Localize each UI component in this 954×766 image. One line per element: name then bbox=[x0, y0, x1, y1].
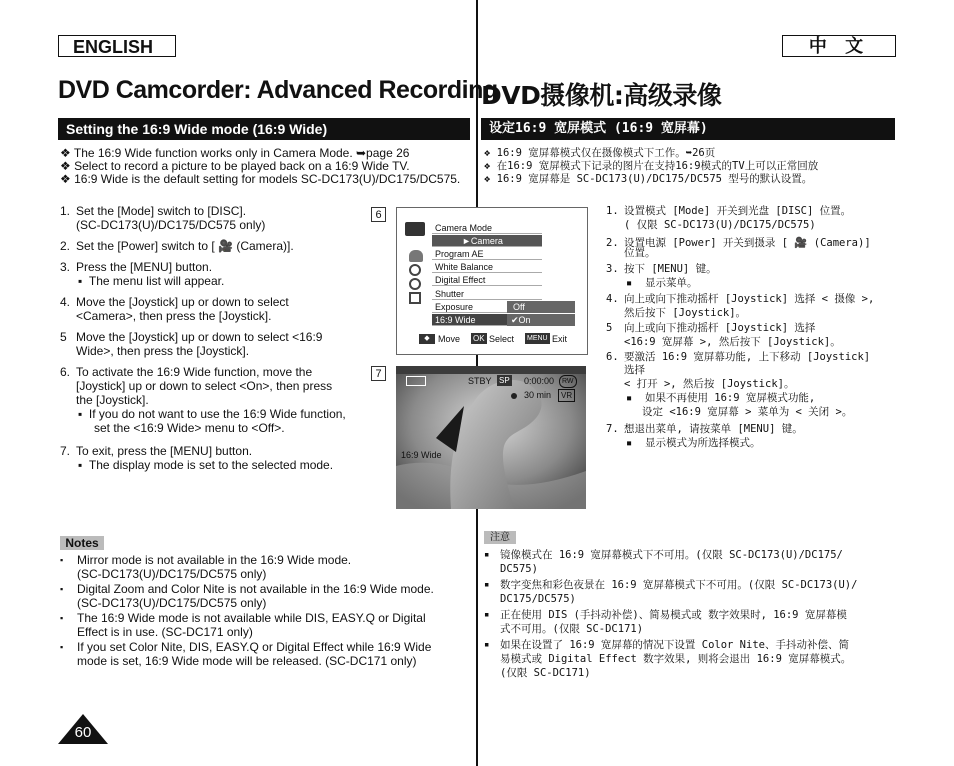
bullet-mark: ❖ bbox=[484, 160, 497, 172]
option-on[interactable]: ✔On bbox=[507, 314, 575, 326]
viewfinder-screen bbox=[396, 366, 586, 509]
intro-bullet: Select to record a picture to be played back on a 16:9 Wide TV. bbox=[74, 159, 410, 173]
intro-bullet: The 16:9 Wide function works only in Camera Mode. ➥page 26 bbox=[73, 146, 410, 160]
step-line: To exit, press the [MENU] button. bbox=[76, 444, 253, 458]
white-balance-icon bbox=[409, 264, 421, 276]
notes-label-en: Notes bbox=[60, 536, 104, 550]
sub-bullet: ▪ The display mode is set to the selected mode. bbox=[78, 458, 334, 472]
intro-bullet: 16:9 Wide is the default setting for models SC-DC173(U)/DC175/DC575. bbox=[74, 172, 461, 186]
figure-badge-6: 6 bbox=[371, 207, 386, 222]
sub-bullet: ▪ 显示模式为所选择模式。 bbox=[626, 437, 761, 449]
step-number: 5 bbox=[60, 330, 67, 344]
step-line: Move the [Joystick] up or down to select bbox=[76, 295, 289, 309]
step-line: Set the [Mode] switch to [DISC]. bbox=[76, 204, 247, 218]
step-line: 要激活 16:9 宽屏幕功能, 上下移动 [Joystick] bbox=[624, 351, 871, 363]
sub-bullet: ▪ The menu list will appear. bbox=[78, 274, 225, 288]
menu-item-program-ae[interactable]: Program AE bbox=[432, 248, 542, 260]
footer-move: Move bbox=[438, 334, 461, 344]
step-line: <Camera>, then press the [Joystick]. bbox=[76, 309, 272, 323]
effect-icon bbox=[409, 278, 421, 290]
option-off[interactable]: Off bbox=[507, 301, 575, 313]
stby-status: STBY bbox=[468, 376, 492, 386]
page-title-cn: DVD摄像机:高级录像 bbox=[481, 81, 722, 110]
section-heading-cn: 设定16:9 宽屏模式 (16:9 宽屏幕) bbox=[481, 118, 895, 140]
vr-format-badge: VR bbox=[558, 389, 575, 402]
step-number: 1. bbox=[60, 204, 71, 218]
footer-select: Select bbox=[489, 334, 515, 344]
step-line: ( 仅限 SC-DC173(U)/DC175/DC575) bbox=[624, 219, 816, 231]
menu-item-16-9-wide[interactable]: 16:9 Wide bbox=[432, 314, 507, 326]
step-number: 6. bbox=[606, 351, 619, 363]
camera-menu-screen bbox=[396, 207, 588, 355]
bullet-mark: ❖ bbox=[484, 173, 497, 185]
step-line: 位置。 bbox=[624, 247, 656, 259]
menu-title: Camera Mode bbox=[432, 222, 542, 234]
step-number: 7. bbox=[606, 423, 619, 435]
chinese-label: 中 文 bbox=[782, 35, 896, 57]
camera-mode-icon bbox=[405, 222, 425, 236]
intro-bullet: 16:9 宽屏幕是 SC-DC173(U)/DC175/DC575 型号的默认设置。 bbox=[496, 173, 813, 185]
steps-en bbox=[60, 204, 380, 474]
step-number: 4. bbox=[606, 293, 619, 305]
menu-item-digital-effect[interactable]: Digital Effect bbox=[432, 274, 542, 286]
step-line: Set the [Power] switch to [ 🎥 (Camera)]. bbox=[76, 239, 294, 253]
step-line: Move the [Joystick] up or down to select <16:9 bbox=[76, 330, 323, 344]
sub-bullet: ▪ 如果不再使用 16:9 宽屏模式功能, bbox=[626, 392, 816, 404]
footer-exit: Exit bbox=[552, 334, 568, 344]
intro-bullets-cn bbox=[484, 146, 896, 192]
steps-cn bbox=[606, 204, 896, 454]
tv-icon bbox=[409, 292, 421, 304]
sub-bullet-cont: set the <16:9 Wide> menu to <Off>. bbox=[94, 421, 285, 435]
step-line: 设置电源 [Power] 开关到摄录 [ 🎥 (Camera)] bbox=[624, 237, 871, 249]
menu-item-white-balance[interactable]: White Balance bbox=[432, 261, 542, 273]
step-line: (SC-DC173(U)/DC175/DC575 only) bbox=[76, 218, 266, 232]
dolphin-photo bbox=[396, 366, 586, 509]
step-line: 想退出菜单, 请按菜单 [MENU] 键。 bbox=[624, 423, 803, 435]
bullet-mark: ❖ bbox=[60, 159, 75, 173]
intro-bullet: 16:9 宽屏幕模式仅在摄像模式下工作。➥26页 bbox=[496, 147, 716, 159]
notes-cn: ▪ 镜像模式在 16:9 宽屏幕模式下不可用。(仅限 SC-DC173(U)/DC175/ DC575) ▪ 数字变焦和彩色夜景在 16:9 宽屏幕模式下不可用。(仅限 SC-DC173(U)/ DC175/DC575) ▪ 正在使用 DIS (手抖动补偿)、简易模式或 数字效果时, 16:9 宽屏幕模 式不可用。(仅限 SC-DC171) ▪ 如果在设置了 16:9 宽屏幕的情况下设置 Color Nite、手抖动补偿、简 易模式或 Digital Effect 数字效果, 则将会退出 16:9 宽屏幕模式。 (仅限 SC-DC171) bbox=[484, 549, 858, 679]
mode-indicator-icon bbox=[406, 376, 426, 386]
step-number: 7. bbox=[60, 444, 71, 458]
remaining-time: 30 min bbox=[524, 390, 552, 400]
step-number: 5 bbox=[606, 322, 613, 334]
section-heading-en: Setting the 16:9 Wide mode (16:9 Wide) bbox=[58, 118, 470, 140]
step-number: 6. bbox=[60, 365, 71, 379]
menu-item-shutter[interactable]: Shutter bbox=[432, 288, 542, 300]
notes-en: ▪ Mirror mode is not available in the 16:9 Wide mode. (SC-DC173(U)/DC175/DC575 only) ▪ Digital Zoom and Color Nite is not available in the 16:9 Wide mode. (SC-DC173(U)/DC175/DC575 only) ▪ The 16:9 Wide mode is not available while DIS, EASY.Q or Digital Effect is in use. (SC-DC171 only) ▪ If you set Color Nite, DIS, EASY.Q or Digital Effect while 16:9 Wide mode is set, 16:9 Wide mode will be released. (SC-DC171 only) bbox=[60, 553, 434, 668]
english-label: ENGLISH bbox=[58, 35, 176, 57]
step-number: 3. bbox=[60, 260, 71, 274]
step-line: Press the [MENU] button. bbox=[76, 260, 213, 274]
step-line: 向上或向下推动摇杆 [Joystick] 选择 < 摄像 >, bbox=[624, 293, 875, 305]
step-number: 2. bbox=[606, 237, 619, 249]
wide-mode-label: 16:9 Wide bbox=[401, 450, 442, 460]
intro-bullets-en bbox=[60, 146, 472, 192]
ok-button-icon: OK bbox=[473, 334, 485, 343]
step-line: 然后按下 [Joystick]。 bbox=[624, 307, 747, 319]
bullet-mark: ❖ bbox=[60, 146, 74, 160]
step-line: 选择 bbox=[624, 364, 645, 376]
intro-bullet: 在16:9 宽屏模式下记录的图片在支持16:9模式的TV上可以正常回放 bbox=[496, 160, 819, 172]
time-counter: 0:00:00 bbox=[524, 376, 555, 386]
step-line: 按下 [MENU] 键。 bbox=[624, 263, 717, 275]
menu-item-exposure[interactable]: Exposure bbox=[432, 301, 542, 313]
menu-item-camera[interactable]: ►Camera bbox=[432, 235, 542, 247]
bullet-mark: ❖ bbox=[484, 147, 497, 159]
bullet-mark: ❖ bbox=[60, 172, 75, 186]
sub-bullet: ▪ 显示菜单。 bbox=[626, 277, 698, 289]
program-icon bbox=[409, 250, 423, 262]
step-number: 3. bbox=[606, 263, 619, 275]
step-line: the [Joystick]. bbox=[76, 393, 149, 407]
page-title-en: DVD Camcorder: Advanced Recording bbox=[58, 76, 498, 104]
menu-button-icon: MENU bbox=[527, 335, 548, 342]
notes-label-cn: 注意 bbox=[484, 531, 516, 544]
step-line: 设置模式 [Mode] 开关到光盘 [DISC] 位置。 bbox=[624, 205, 852, 217]
step-number: 2. bbox=[60, 239, 71, 253]
page-number: 60 bbox=[74, 724, 92, 741]
figure-badge-7: 7 bbox=[371, 366, 386, 381]
sp-quality-badge: SP bbox=[499, 376, 510, 385]
joystick-icon: ◆ bbox=[419, 334, 435, 344]
sub-bullet-cont: 设定 <16:9 宽屏幕 > 菜单为 < 关闭 >。 bbox=[642, 406, 853, 418]
step-number: 4. bbox=[60, 295, 71, 309]
step-line: 向上或向下推动摇杆 [Joystick] 选择 bbox=[624, 322, 816, 334]
step-line: <16:9 宽屏幕 >, 然后按下 [Joystick]。 bbox=[624, 336, 841, 348]
sub-bullet: ▪ If you do not want to use the 16:9 Wide function, bbox=[78, 407, 346, 421]
step-line: < 打开 >, 然后按 [Joystick]。 bbox=[624, 378, 795, 390]
step-line: To activate the 16:9 Wide function, move the bbox=[76, 365, 313, 379]
rw-disc-badge: RW bbox=[559, 375, 577, 388]
step-line: Wide>, then press the [Joystick]. bbox=[76, 344, 250, 358]
step-number: 1. bbox=[606, 205, 619, 217]
step-line: [Joystick] up or down to select <On>, then press bbox=[76, 379, 333, 393]
